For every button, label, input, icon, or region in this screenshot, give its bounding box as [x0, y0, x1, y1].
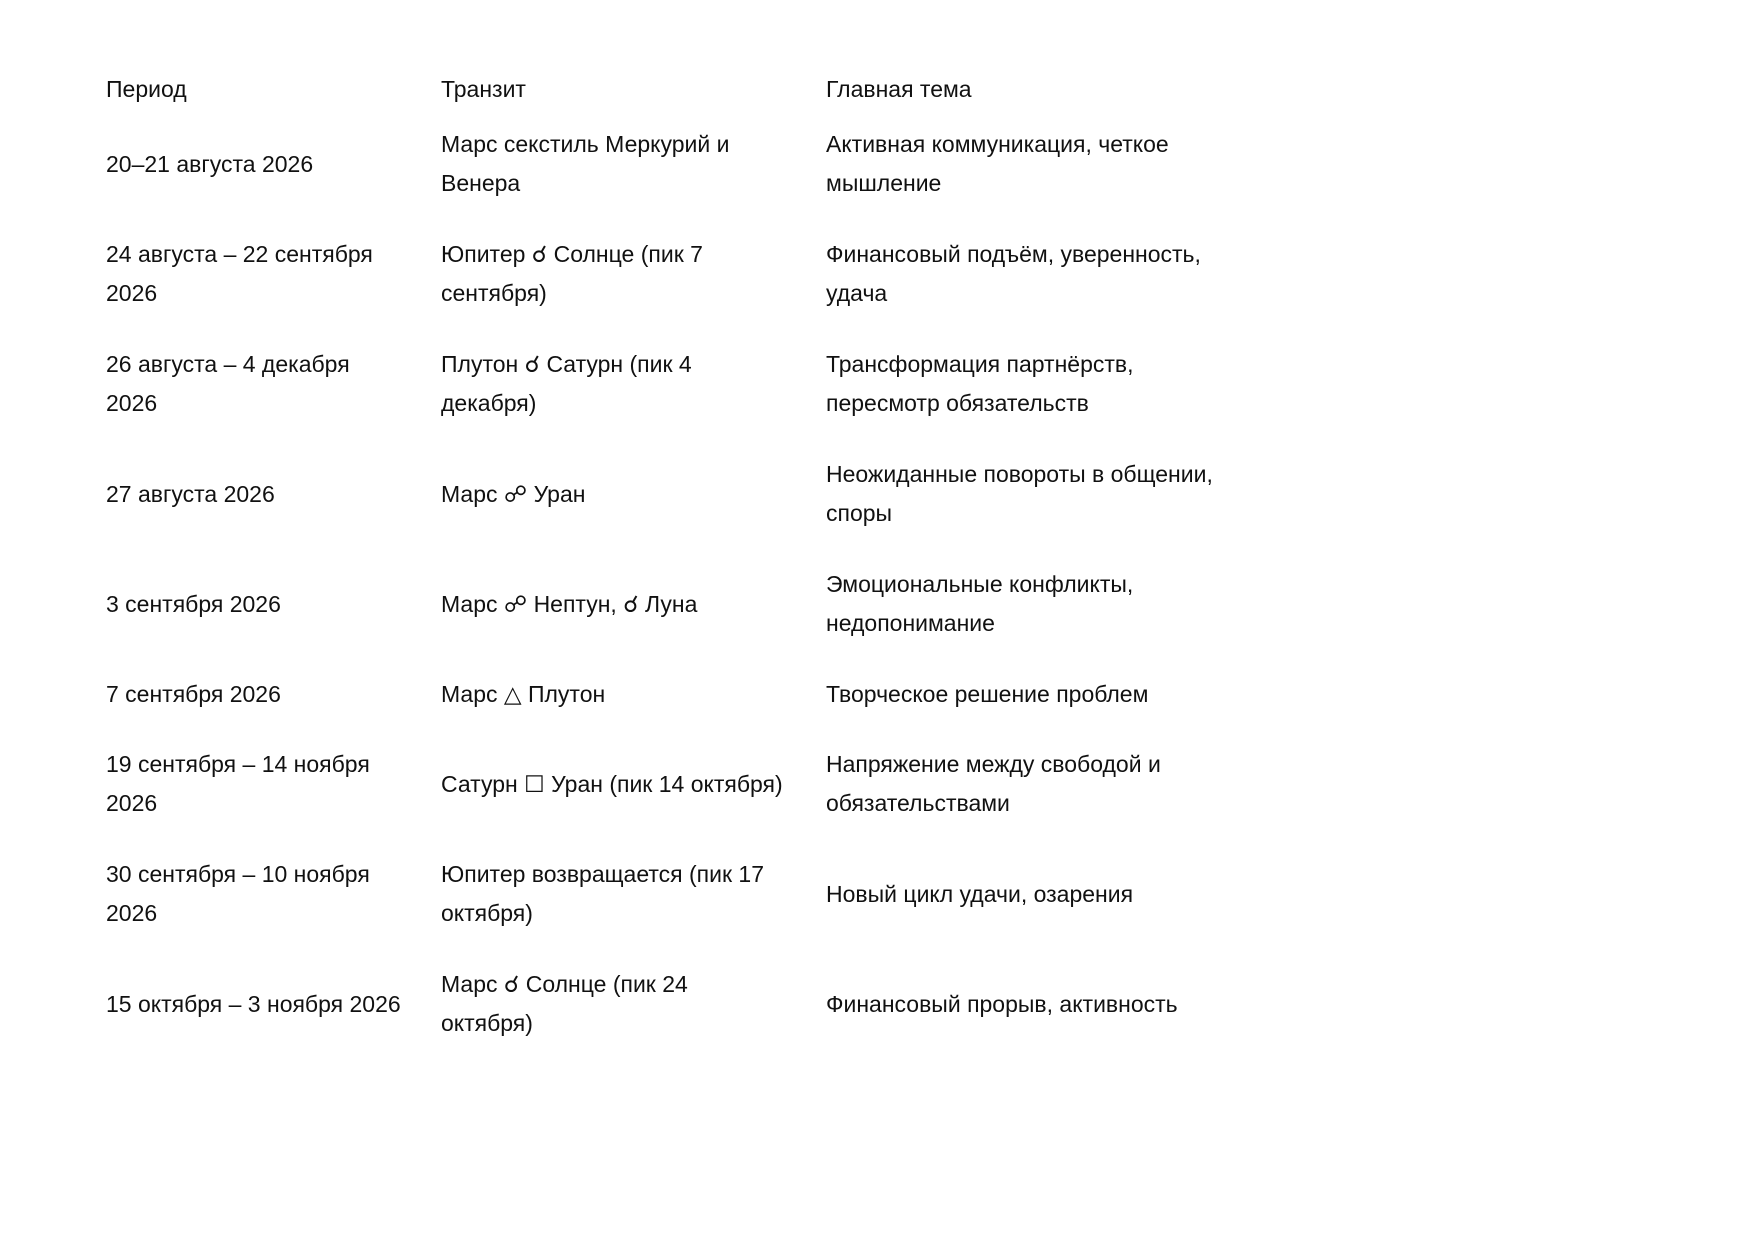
period-cell: 26 августа – 4 декабря 2026: [106, 351, 350, 416]
theme-cell: Эмоциональные конфликты, недопонимание: [826, 571, 1134, 636]
transit-cell: Юпитер ☌ Солнце (пик 7 сентября): [441, 241, 703, 306]
transit-cell: Марс △ Плутон: [441, 680, 606, 707]
transit-cell: Марс ☍ Нептун, ☌ Луна: [441, 590, 698, 617]
theme-cell: Финансовый прорыв, активность: [826, 990, 1178, 1017]
table-row: [106, 329, 1256, 439]
period-cell: 24 августа – 22 сентября 2026: [106, 241, 373, 306]
table-row: [106, 839, 1256, 949]
table-header-row: [106, 70, 1256, 109]
theme-cell: Напряжение между свободой и обязательствами: [826, 751, 1161, 816]
theme-cell: Трансформация партнёрств, пересмотр обязательств: [826, 351, 1134, 416]
header-transit: Транзит: [441, 76, 526, 102]
theme-cell: Творческое решение проблем: [826, 680, 1149, 707]
transit-cell: Марс секстиль Меркурий и Венера: [441, 131, 730, 196]
period-cell: 7 сентября 2026: [106, 680, 281, 707]
theme-cell: Неожиданные повороты в общении, споры: [826, 461, 1213, 526]
theme-cell: Новый цикл удачи, озарения: [826, 880, 1134, 907]
period-cell: 30 сентября – 10 ноября 2026: [106, 861, 370, 926]
transit-cell: Марс ☍ Уран: [441, 480, 586, 507]
theme-cell: Финансовый подъём, уверенность, удача: [826, 241, 1201, 306]
header-main-theme: Главная тема: [826, 76, 972, 102]
period-cell: 19 сентября – 14 ноября 2026: [106, 751, 370, 816]
transits-table: [106, 70, 1256, 1059]
period-cell: 20–21 августа 2026: [106, 150, 314, 177]
period-cell: 3 сентября 2026: [106, 590, 281, 617]
transit-cell: Сатурн ☐ Уран (пик 14 октября): [441, 770, 783, 797]
table-row: [106, 109, 1256, 219]
transit-cell: Юпитер возвращается (пик 17 октября): [441, 861, 764, 926]
transit-cell: Плутон ☌ Сатурн (пик 4 декабря): [441, 351, 692, 416]
table-row: [106, 439, 1256, 549]
period-cell: 27 августа 2026: [106, 480, 275, 507]
table-row: [106, 949, 1256, 1059]
table-row: [106, 549, 1256, 659]
table-row: [106, 659, 1256, 729]
transit-cell: Марс ☌ Солнце (пик 24 октября): [441, 971, 688, 1036]
table-row: [106, 219, 1256, 329]
theme-cell: Активная коммуникация, четкое мышление: [826, 131, 1169, 196]
table-row: [106, 729, 1256, 839]
header-period: Период: [106, 76, 187, 102]
period-cell: 15 октября – 3 ноября 2026: [106, 990, 401, 1017]
